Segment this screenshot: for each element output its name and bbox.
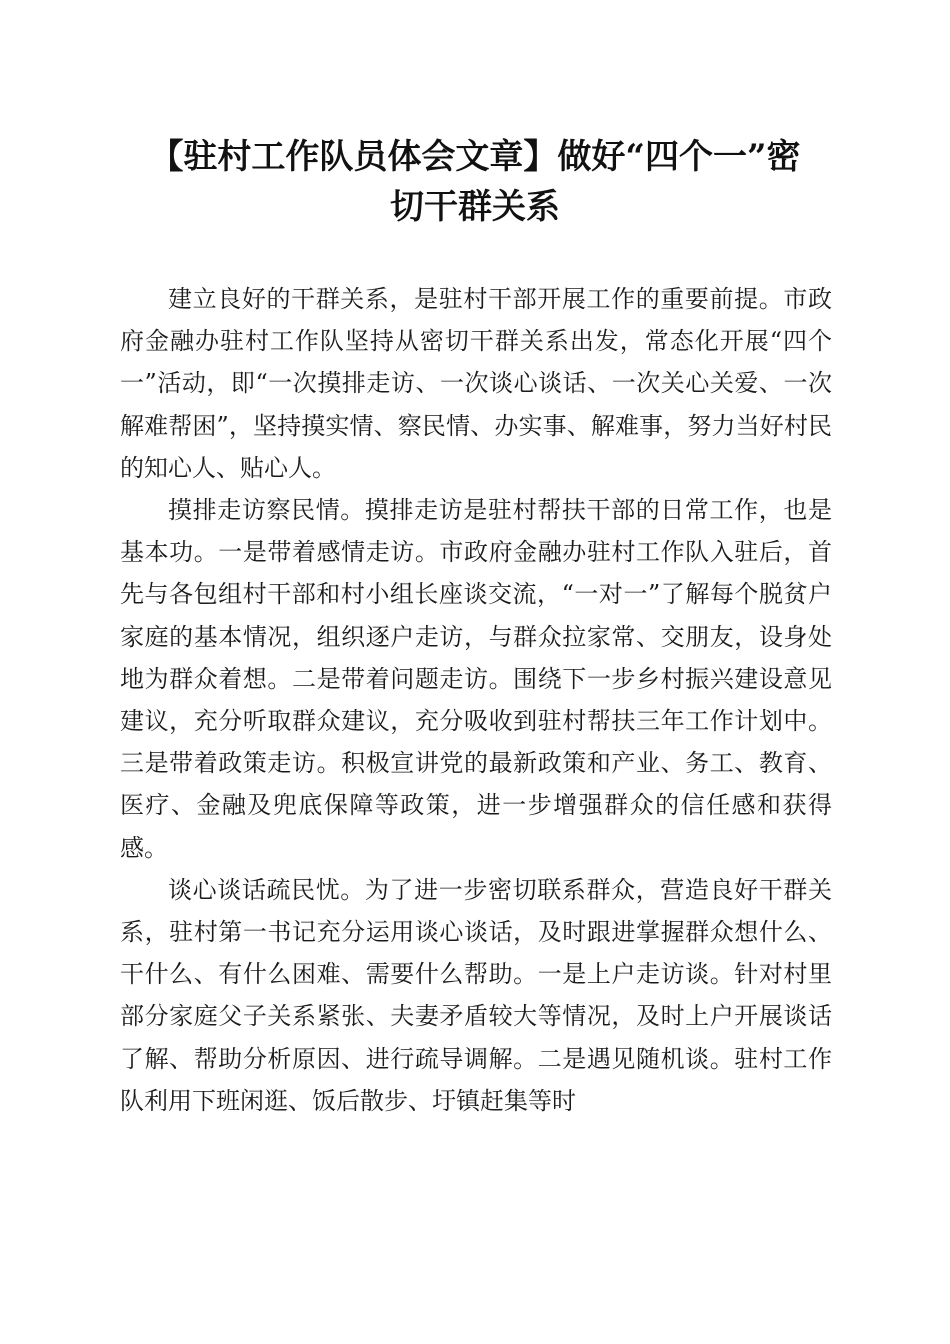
paragraph-intro: 建立良好的干群关系，是驻村干部开展工作的重要前提。市政府金融办驻村工作队坚持从密切干群关系出发，常态化开展“四个一”活动，即“一次摸排走访、一次谈心谈话、一次关心关爱、一次解难帮困”，坚持摸实情、察民情、办实事、解难事，努力当好村民的知心人、贴心人。 (120, 285, 832, 482)
document-body (120, 278, 832, 1122)
paragraph-visits: 摸排走访察民情。摸排走访是驻村帮扶干部的日常工作，也是基本功。一是带着感情走访。市政府金融办驻村工作队入驻后，首先与各包组村干部和村小组长座谈交流，“一对一”了解每个脱贫户家庭的基本情况，组织逐户走访，与群众拉家常、交朋友，设身处地为群众着想。二是带着问题走访。围绕下一步乡村振兴建设意见建议，充分听取群众建议，充分吸收到驻村帮扶三年工作计划中。三是带着政策走访。积极宣讲党的最新政策和产业、务工、教育、医疗、金融及兜底保障等政策，进一步增强群众的信任感和获得感。 (120, 496, 832, 862)
title-line-1: 【驻村工作队员体会文章】做好“四个一”密 (149, 137, 801, 177)
document-title (100, 132, 850, 232)
title-line-2: 切干群关系 (390, 187, 560, 227)
paragraph-talks: 谈心谈话疏民忧。为了进一步密切联系群众，营造良好干群关系，驻村第一书记充分运用谈心谈话，及时跟进掌握群众想什么、干什么、有什么困难、需要什么帮助。一是上户走访谈。针对村里部分家庭父子关系紧张、夫妻矛盾较大等情况，及时上户开展谈话了解、帮助分析原因、进行疏导调解。二是遇见随机谈。驻村工作队利用下班闲逛、饭后散步、圩镇赶集等时 (120, 875, 832, 1115)
